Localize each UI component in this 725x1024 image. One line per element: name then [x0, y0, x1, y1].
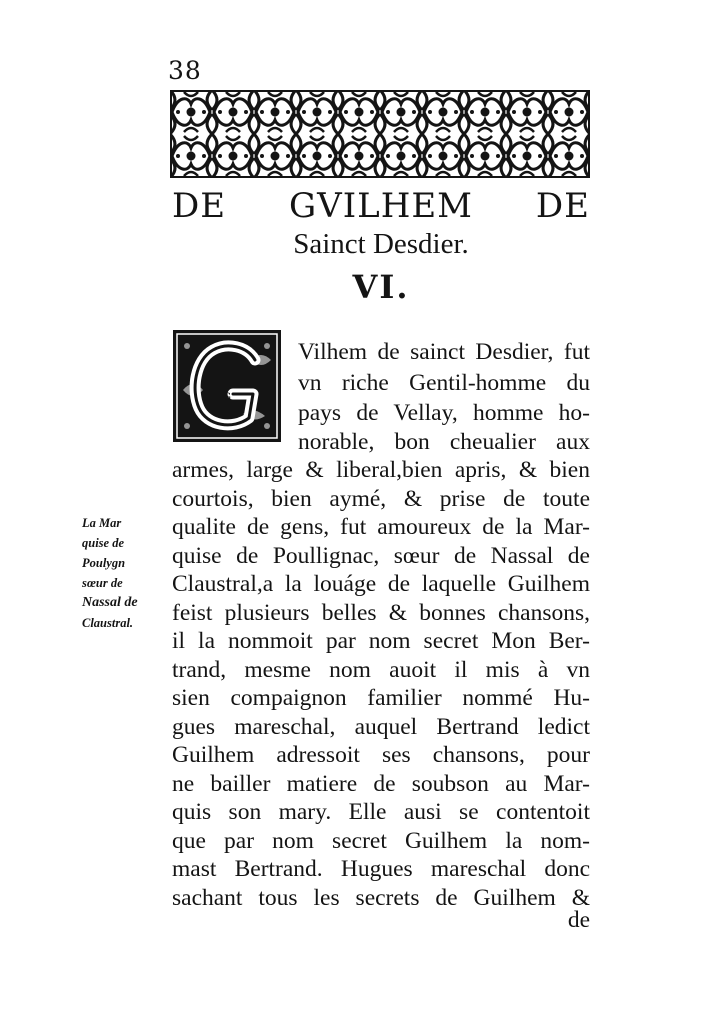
text-line: quise de Poullignac, sœur de Nassal de [172, 543, 590, 569]
margin-note [82, 513, 172, 633]
catchword: de [567, 907, 590, 933]
margin-note-line: Claustral. [82, 616, 134, 630]
text-line: gues mareschal, auquel Bertrand ledict [172, 714, 590, 740]
margin-note-line: sœur de [82, 576, 123, 590]
text-line: mast Bertrand. Hugues mareschal donc [172, 856, 590, 882]
text-line: sien compaignon familier nommé Hu- [172, 685, 590, 711]
text-line: que par nom secret Guilhem la nom- [172, 828, 590, 854]
margin-note-line: quise de [82, 536, 125, 550]
text-line: feist plusieurs belles & bonnes chansons, [172, 600, 590, 626]
title-word: GVILHEM [288, 186, 473, 226]
chapter-number: VI. [352, 268, 410, 306]
decorated-initial-icon [173, 330, 281, 442]
page-number: 38 [168, 56, 202, 85]
text-line: Guilhem adressoit ses chansons, pour [172, 742, 590, 768]
ornamental-headpiece-icon [170, 90, 590, 178]
text-line: pays de Vellay, homme ho- [298, 400, 590, 426]
text-line: il la nommoit par nom secret Mon Ber- [172, 628, 590, 654]
margin-note-line: La Mar [82, 516, 122, 530]
svg-text:G: G [223, 392, 231, 403]
text-line: sachant tous les secrets de Guilhem & [172, 885, 590, 911]
text-line: vn riche Gentil-homme du [298, 370, 590, 396]
text-line: ne bailler matiere de soubson au Mar- [172, 771, 590, 797]
text-line: quis son mary. Elle ausi se contentoit [172, 799, 590, 825]
margin-note-line: Nassal de [82, 595, 138, 610]
title-word: DE [535, 186, 590, 226]
text-line: Vilhem de sainct Desdier, fut [298, 339, 590, 365]
text-line: qualite de gens, fut amoureux de la Mar- [172, 514, 590, 540]
text-line: Claustral,a la louáge de laquelle Guilhem [172, 571, 590, 597]
margin-note-line: Poulygn [82, 556, 126, 570]
text-line: norable, bon cheualier aux [298, 429, 590, 455]
chapter-title-line-1 [172, 186, 590, 226]
chapter-title-line-2: Sainct Desdier. [293, 228, 469, 260]
text-line: trand, mesme nom auoit il mis à vn [172, 657, 590, 683]
text-line: armes, large & liberal,bien apris, & bien [172, 457, 590, 483]
title-word: DE [172, 186, 227, 226]
text-line: courtois, bien aymé, & prise de toute [172, 486, 590, 512]
